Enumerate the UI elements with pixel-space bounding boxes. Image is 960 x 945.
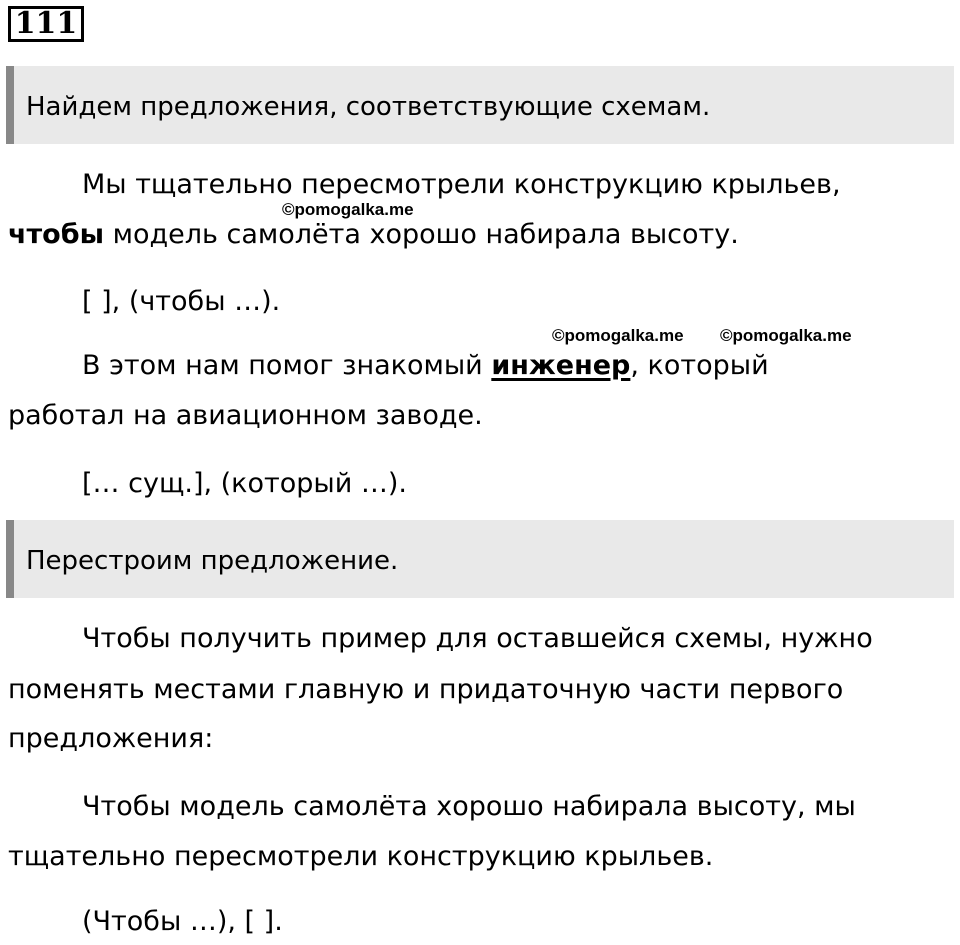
- sentence2-line2: работал на авиационном заводе.: [8, 400, 483, 431]
- section-heading-rebuild-sentence: [6, 520, 954, 598]
- section-heading-text: Найдем предложения, соответствующие схемам.: [26, 92, 711, 122]
- scheme2: [… сущ.], (который …).: [82, 468, 407, 499]
- task-number: 111: [8, 6, 84, 42]
- explanation-line2: поменять местами главную и придаточную части первого: [8, 674, 844, 705]
- word-inzhener: инженер: [491, 350, 631, 381]
- watermark: ©pomogalka.me: [552, 326, 684, 345]
- sentence1-line1: Мы тщательно пересмотрели конструкцию крыльев,: [82, 169, 841, 200]
- explanation-line1: Чтобы получить пример для оставшейся схемы, нужно: [82, 623, 873, 654]
- explanation-line3: предложения:: [8, 723, 214, 754]
- sentence1-line2: [8, 218, 739, 252]
- watermark: ©pomogalka.me: [282, 200, 414, 219]
- section-heading-text: Перестроим предложение.: [26, 546, 399, 576]
- conjunction-chtoby: чтобы: [8, 219, 105, 250]
- scheme1: [ ], (чтобы …).: [82, 286, 281, 317]
- section-heading-find-sentences: [6, 66, 954, 144]
- sentence3-line1: Чтобы модель самолёта хорошо набирала высоту, мы: [82, 791, 856, 822]
- sentence2-line1: В этом нам помог знакомый инженер, который: [82, 350, 769, 381]
- sentence3-line2: тщательно пересмотрели конструкцию крыльев.: [8, 841, 714, 872]
- scheme3: (Чтобы …), [ ].: [82, 906, 283, 937]
- sentence1-line2-rest: модель самолёта хорошо набирала высоту.: [104, 219, 739, 250]
- watermark: ©pomogalka.me: [720, 326, 852, 345]
